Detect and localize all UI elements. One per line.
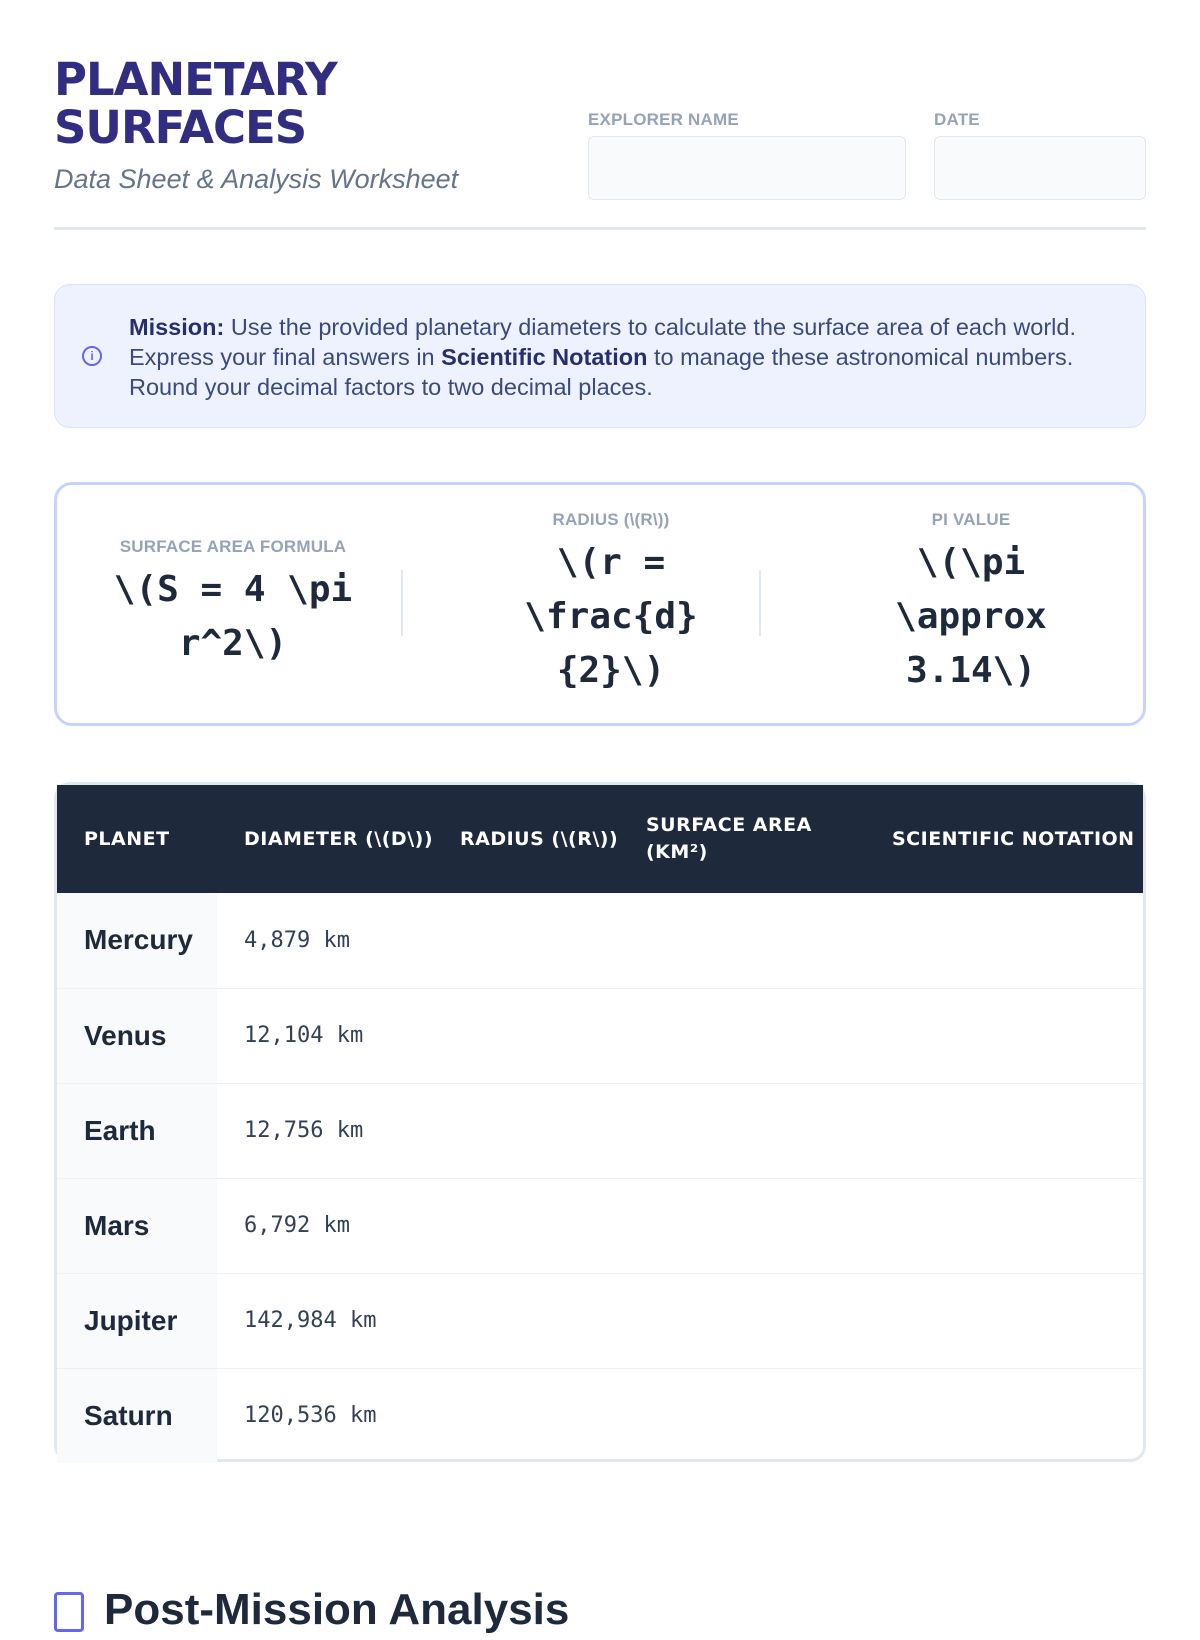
table-row	[57, 1368, 1143, 1463]
mission-text	[129, 312, 1119, 402]
column-header-surface-area: SURFACE AREA (KM²)	[646, 814, 812, 863]
diameter-value: 12,756 km	[244, 1118, 364, 1143]
worksheet-header	[54, 52, 1146, 230]
table-row	[57, 1178, 1143, 1273]
mission-emphasis: Scientific Notation	[441, 344, 648, 370]
planet-name: Saturn	[57, 1368, 217, 1463]
formula-value: \(\pi \approx 3.14\)	[895, 542, 1047, 691]
scientific-notation-cell[interactable]	[865, 1083, 1143, 1178]
formula-divider	[401, 570, 403, 636]
planet-name: Jupiter	[57, 1273, 217, 1368]
formula-divider	[759, 570, 761, 636]
mission-text-part2: to manage these astronomical numbers. Round your decimal factors to two decimal places.	[129, 344, 1074, 400]
diameter-value: 142,984 km	[244, 1308, 377, 1333]
radius-cell[interactable]	[433, 1273, 619, 1368]
scientific-notation-cell[interactable]	[865, 1273, 1143, 1368]
mission-text-part1: Use the provided planetary diameters to calculate the surface area of each world. Express your final answers in	[129, 314, 1077, 370]
radius-cell[interactable]	[433, 1178, 619, 1273]
post-mission-title: Post-Mission Analysis	[104, 1585, 570, 1634]
worksheet-page	[54, 0, 1146, 1634]
surface-area-cell[interactable]	[619, 1083, 865, 1178]
scientific-notation-cell[interactable]	[865, 988, 1143, 1083]
formula-label: RADIUS (\(R\))	[552, 510, 670, 529]
page-subtitle: Data Sheet & Analysis Worksheet	[54, 164, 459, 194]
scientific-notation-cell[interactable]	[865, 1368, 1143, 1463]
planet-name: Mars	[57, 1178, 217, 1273]
diameter-value: 12,104 km	[244, 1023, 364, 1048]
table-header-row	[57, 785, 1143, 893]
planet-name: Mercury	[57, 893, 217, 988]
column-header-planet: PLANET	[84, 827, 170, 850]
column-header-radius: RADIUS (\(R\))	[460, 827, 619, 850]
diameter-value: 4,879 km	[244, 927, 350, 953]
radius-cell[interactable]	[433, 1368, 619, 1463]
date-field	[934, 110, 1146, 200]
scientific-notation-cell[interactable]	[865, 1178, 1143, 1273]
explorer-name-field	[588, 110, 906, 200]
column-header-scientific-notation: SCIENTIFIC NOTATION	[892, 827, 1135, 850]
formula-radius	[459, 485, 763, 723]
date-label: DATE	[934, 110, 980, 129]
formula-value: \(r = \frac{d}{2}\)	[524, 542, 698, 691]
planet-name: Earth	[57, 1083, 217, 1178]
surface-area-cell[interactable]	[619, 1368, 865, 1463]
table-row	[57, 893, 1143, 988]
diameter-value: 6,792 km	[244, 1213, 350, 1238]
column-header-diameter: DIAMETER (\(D\))	[244, 827, 434, 850]
planet-name: Venus	[57, 988, 217, 1083]
formula-value: \(S = 4 \pi r^2\)	[113, 569, 353, 664]
surface-area-cell[interactable]	[619, 893, 865, 988]
radius-cell[interactable]	[433, 1083, 619, 1178]
page-title	[54, 53, 337, 154]
table-row	[57, 988, 1143, 1083]
explorer-name-label: EXPLORER NAME	[588, 110, 739, 129]
mission-lead: Mission:	[129, 314, 225, 340]
formula-surface-area	[81, 485, 385, 723]
post-mission-section-heading	[54, 1580, 569, 1640]
surface-area-cell[interactable]	[619, 1178, 865, 1273]
scientific-notation-cell[interactable]	[865, 893, 1143, 988]
planet-data-table	[54, 782, 1146, 1462]
info-icon: i	[82, 346, 102, 366]
surface-area-cell[interactable]	[619, 1273, 865, 1368]
document-icon	[54, 1592, 84, 1632]
formula-card	[54, 482, 1146, 726]
table-row	[57, 1083, 1143, 1178]
formula-pi	[819, 485, 1123, 723]
radius-cell[interactable]	[433, 893, 619, 988]
title-line-2: SURFACES	[54, 101, 307, 154]
explorer-name-input[interactable]	[588, 136, 906, 200]
formula-label: SURFACE AREA FORMULA	[119, 537, 347, 556]
title-line-1: PLANETARY	[54, 53, 337, 106]
mission-callout	[54, 284, 1146, 428]
diameter-value: 120,536 km	[244, 1403, 377, 1429]
date-input[interactable]	[934, 136, 1146, 200]
surface-area-cell[interactable]	[619, 988, 865, 1083]
table-row	[57, 1273, 1143, 1368]
radius-cell[interactable]	[433, 988, 619, 1083]
formula-label: PI VALUE	[931, 510, 1011, 529]
